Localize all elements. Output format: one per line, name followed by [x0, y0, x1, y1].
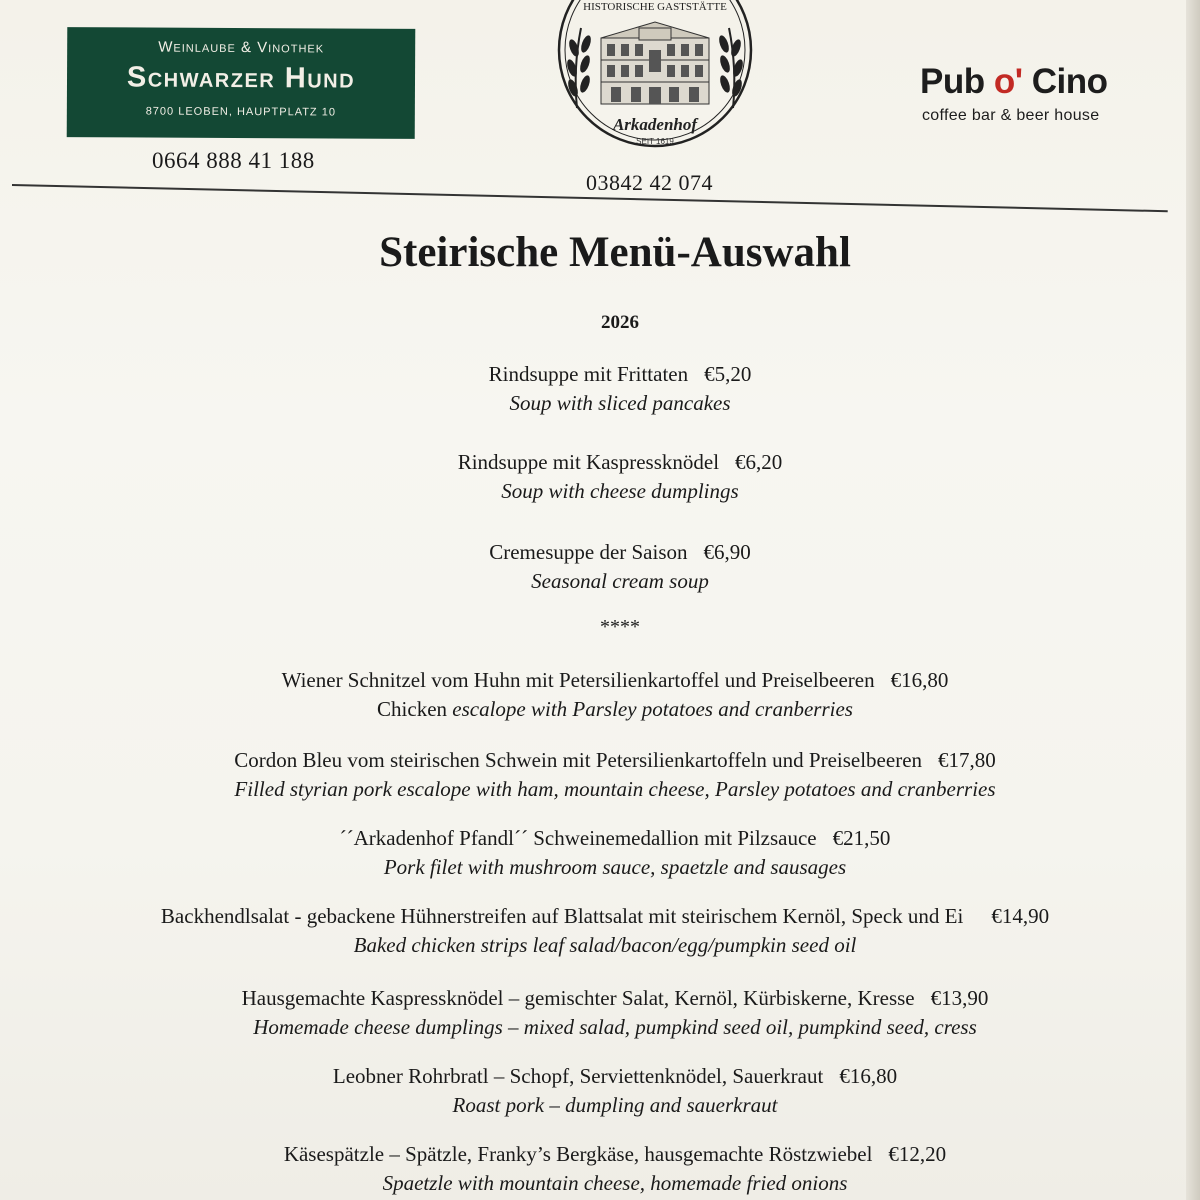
menu-title: Steirische Menü-Auswahl [379, 229, 851, 276]
item-name-en: Soup with cheese dumplings [501, 479, 739, 503]
brand-o: o' [993, 62, 1023, 101]
item-name-de: ´´Arkadenhof Pfandl´´ Schweinemedallion mit Pilzsauce [339, 826, 817, 850]
item-name-en: escalope with Parsley potatoes and cranberries [452, 697, 853, 721]
item-price: €16,80 [839, 1064, 898, 1088]
item-name-de: Hausgemachte Kaspressknödel – gemischter Salat, Kernöl, Kürbiskerne, Kresse [241, 986, 915, 1010]
item-name-en: Filled styrian pork escalope with ham, mountain cheese, Parsley potatoes and cranberries [234, 777, 996, 801]
menu-item [0, 826, 1190, 880]
item-name-en: Seasonal cream soup [531, 569, 709, 593]
arkadenhof-seal [555, 0, 755, 158]
logo-address: 8700 LEOBEN, HAUPTPLATZ 10 [145, 105, 337, 119]
pub-o-cino-tagline: coffee bar & beer house [922, 107, 1100, 124]
item-name-de: Käsespätzle – Spätzle, Franky’s Bergkäse, hausgemachte Röstzwiebel [283, 1142, 873, 1166]
seal-name: Arkadenhof [612, 115, 698, 134]
menu-item [0, 748, 1190, 802]
item-name-de: Leobner Rohrbratl – Schopf, Serviettenknödel, Sauerkraut [332, 1064, 824, 1088]
item-name-en: Soup with sliced pancakes [509, 391, 731, 415]
menu-year: 2026 [601, 312, 639, 333]
item-price: €6,20 [735, 450, 783, 474]
schwarzer-hund-logo [67, 27, 416, 139]
item-name-en: Homemade cheese dumplings – mixed salad, pumpkind seed oil, pumpkind seed, cress [253, 1015, 977, 1039]
schwarzer-hund-phone: 0664 888 41 188 [152, 148, 315, 173]
item-price: €13,90 [930, 986, 989, 1010]
logo-subtitle: Weinlaube & Vinothek [158, 38, 325, 57]
item-price: €6,90 [703, 540, 751, 564]
pub-o-cino-brand [920, 62, 1108, 102]
item-name-de: Wiener Schnitzel vom Huhn mit Petersilienkartoffel und Preiselbeeren [281, 668, 875, 692]
pub-o-cino-logo [920, 62, 1130, 132]
item-name-de: Rindsuppe mit Frittaten [488, 362, 689, 386]
item-name-de: Rindsuppe mit Kaspressknödel [457, 450, 720, 474]
brand-cino: Cino [1031, 62, 1108, 101]
menu-item [0, 362, 1190, 416]
menu-item [0, 1064, 1190, 1118]
brand-pub: Pub [920, 62, 985, 101]
item-price: €16,80 [890, 668, 949, 692]
section-separator: **** [600, 616, 640, 638]
item-price: €12,20 [888, 1142, 947, 1166]
logo-name: Schwarzer Hund [126, 61, 356, 95]
menu-item [0, 986, 1190, 1040]
item-name-de: Cremesuppe der Saison [489, 540, 688, 564]
seal-since: SEIT 1619 [636, 137, 674, 146]
item-name-en: Pork filet with mushroom sauce, spaetzle and sausages [383, 855, 847, 879]
item-price: €21,50 [832, 826, 891, 850]
menu-item [0, 904, 1190, 958]
menu-item [0, 668, 1190, 722]
wheat-right-icon [717, 28, 745, 108]
item-name-de: Backhendlsalat - gebackene Hühnerstreifen auf Blattsalat mit steirischem Kernöl, Speck und Ei [160, 904, 964, 928]
item-name-en: Spaetzle with mountain cheese, homemade fried onions [382, 1171, 848, 1195]
item-name-en: Roast pork – dumpling and sauerkraut [452, 1093, 778, 1117]
item-price: €5,20 [704, 362, 752, 386]
wheat-left-icon [565, 28, 593, 108]
menu-item [0, 450, 1190, 504]
page-edge [1186, 0, 1200, 1200]
building-icon [601, 22, 709, 104]
item-price: €14,90 [991, 904, 1050, 928]
item-name-en: Baked chicken strips leaf salad/bacon/egg/pumpkin seed oil [353, 933, 857, 957]
item-price: €17,80 [938, 748, 996, 772]
seal-top-text: HISTORISCHE GASTSTÄTTE [583, 1, 727, 13]
menu-item [0, 1142, 1190, 1196]
item-name-en-lead: Chicken [377, 697, 448, 721]
menu-item [0, 540, 1190, 594]
arkadenhof-phone: 03842 42 074 [586, 170, 713, 195]
item-name-de: Cordon Bleu vom steirischen Schwein mit Petersilienkartoffeln und Preiselbeeren [234, 748, 923, 772]
